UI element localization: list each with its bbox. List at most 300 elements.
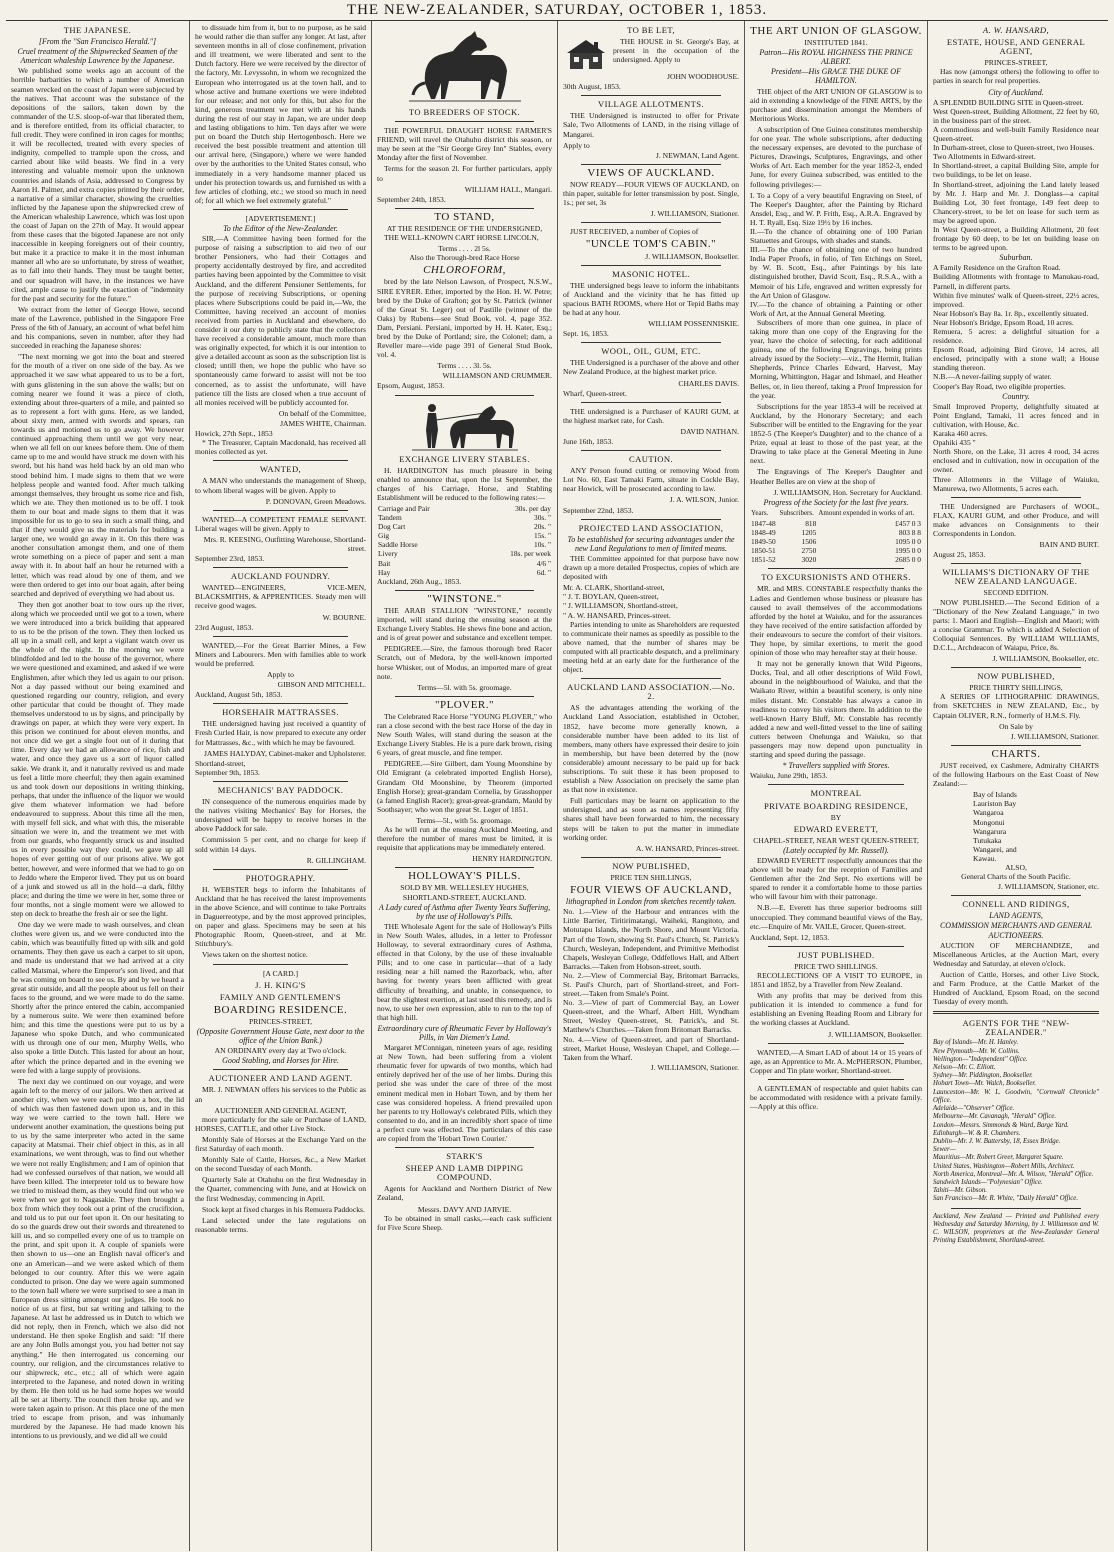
suburban-list [933,263,1099,390]
ad-apply: Apply to [563,140,590,150]
column-3 [372,21,558,1551]
ad-heading: WANTED, [259,464,302,475]
list-item: New Plymouth—Mr. W. Collins. [933,1047,1020,1055]
table-cell: 1847-48 [751,518,776,528]
ad-heading: HORSEHAIR MATTRASSES. [222,707,339,718]
ad-body: A MAN who understands the management of Sheep, to whom liberal wages will be given. Apply to [195,476,366,495]
ad-signature: WILLIAM HALL, Mangari. [464,184,552,194]
list-item: III.—To the chance of obtaining one of two hundred India Paper Proofs, in folio, of Ten Etchings on Steel, by W. B. Scott, Esq., after Paintings by his late distinguished brother, David Scott, Esq., R.S.A., with a Memoir of his Life, engraved and written expressly for the Art Union of Glasgow. [750,245,922,300]
table-cell: 20s. " [534,522,551,532]
divider [581,519,721,520]
list-item: IV.—To the chance of obtaining a Painting or other Work of Art, at the Annual General Meeting. [750,299,922,318]
ad-body: H. WEBSTER begs to inform the Inhabitants of Auckland that he has received the latest improvements in the above Science, and will continue to take Portraits in Daguerreotype, and by the most approved principles, on paper and glass. Specimens may be seen at his Photographic Room, Queen-street, and at Mr. Stitchbury's. [195,884,366,949]
ad-date: June 16th, 1853. [563,437,614,446]
list-item: Sydney—Mr. Piddington, Bookseller. [933,1072,1033,1080]
divider [395,696,534,697]
ad-body: SIR,—A Committee having been formed for the purpose of raising a subscription to aid two of our brother Pensioners, who had their Cottages and property accidentally destroyed by fire, and accredited parties having been appointed by the Committee to visit Auckland, and the different Pensioner Settlements, for the purpose of receiving Subscriptions, or opening places where Subscriptions could be paid in,—We, the Committee, having received an account of monies received from parties in Auckland and elsewhere, do consider it our duty to publicly state that the collectors have received a considerable amount, much more than was originally expected, for which it is our intention to give a detailed account as soon as the subscription list is closed; untill then, we hope the public who have so spontaneously came forward to assist will not be too concerned, as to assist the unfortunate, will have patience till the lists are closed when a true account of all monies received will be publicly accounted for. [195,234,366,407]
ad-heading: AUCKLAND FOUNDRY. [230,571,331,582]
ad-body: Stock kept at fixed charges in his Remuera Paddocks. [202,1204,365,1214]
ad-body: RECOLLECTIONS OF A VISIT TO EUROPE, in 1851 and 1852, by a Traveller from New Zealand. [750,971,922,990]
ad-body: THE Committee appointed for that purpose have now drawn up a more detailed Prospectus, copies of which are deposited with [563,553,739,582]
ad-body: H. HARDINGTON has much pleasure in being enabled to announce that, upon the 1st September, the charges of his Carriage, Horse, and Stabling Establishment will be reduced to the following rates:— [377,465,552,502]
table-cell: 1095 0 0 [895,537,921,547]
ad-heading: PHOTOGRAPHY. [245,872,316,883]
ad-signature: CHARLES DAVIS. [678,378,739,388]
ad-heading: PROJECTED LAND ASSOCIATION, [578,522,724,533]
ad-body: As he will run at the ensuing Auckland Meeting, and therefore the number of mares must be limited, it is requisite that applications may be immediately entered. [377,825,552,853]
column-5 [745,21,928,1551]
table-cell: 30s. " [534,513,551,523]
ad-subheading: To be established for securing advantages under the new Land Regulations to men of limited means. [567,534,735,553]
ad-body: Agents for Auckland and Northern District of New Zealand, [377,1184,552,1203]
list-item: In Shortland-street, a capital Building Site, ample for two buildings, to be let on lease. [933,161,1099,180]
ad-body: NOW READY—FOUR VIEWS OF AUCKLAND, on thin paper, suitable for letter transmission by post. Single, 1s.; per set, 3s [563,179,739,208]
ad-signature: JAMES WHITE, Chairman. [280,418,366,428]
article-source: [From the "San Francisco Herald."] [38,37,157,47]
ad-heading: NOW PUBLISHED, [612,860,690,871]
ad-body: A GENTLEMAN of respectable and quiet habits can be accommodated with residence with a private family.—Apply at this office. [750,1083,922,1112]
table-row [750,519,922,528]
list-item: No. 1.—View of the Harbour and entrances with the Little Barrier, Tiritirimatangi, Waiheki, Rangitoto, and Motutapu Islands, the North Shore, and Mount Victoria. Part of the Town, showing St. Paul's Church, St. Patrick's Church, Wesleyan, Independent, and Primitive Methodist Chapels, Wesleyan College, Oddfellows Hall, and Albert Barracks.—Taken from Hobson-street, south. [563,907,739,971]
list-item: A commodious and well-built Family Residence near Queen-street. [933,124,1099,144]
ad-tag: [A CARD.] [262,968,299,978]
ad-signature: J. A. WILSON, Junior. [669,495,739,505]
ad-body: THE undersigned is a Purchaser of KAURI GUM, at the highest market rate, for Cash. [563,406,739,425]
list-item: United States, Washington—Robert Mills, Architect. [933,1162,1075,1170]
table-row [750,555,922,564]
ad-signature: J. WILLIAMSON, Stationer, etc. [998,882,1099,892]
ad-subheading: AT THE RESIDENCE OF THE UNDERSIGNED, [386,223,543,233]
ad-heading: TO BE LET, [627,25,675,35]
ad-body: WANTED,—A Smart LAD of about 14 or 15 years of age, as an Apprentice to Mr. A. McPHERSON, Plumber, Copper and Tin plate worker, Shortland-street. [750,1047,923,1075]
ad-terms: Terms . . . . 3l. 5s. [437,361,492,371]
ad-heading: LAND AGENTS, [989,911,1043,921]
table-cell: 2685 0 0 [895,555,921,565]
ad-heading: BOARDING RESIDENCE. [213,1003,348,1016]
ad-date: Auckland, Sept. 12, 1853. [750,932,830,942]
ad-body: PEDIGREE.—Sire Gilbert, dam Young Moonshine by Old Emigrant (a celebrated imported English Horse), Grandam Old Moonshine, by Theorem (imported English Horse); great-grandam Cornelia, by Grasshopper (a famed English Racer); great-great-grandam, Mauld by Soothsayer; who won the great St. Leger of 1851. [377,759,552,814]
ad-signature: J. WILLIAMSON, Bookseller, etc. [992,654,1099,664]
list-item: Two Allotments in Edward-street. [933,152,1036,162]
table-cell: Livery [378,549,398,559]
ad-date: Epsom, August, 1853. [377,381,445,391]
list-item: Building Allotments with frontage to Manukau-road, Parnell, in different parts. [933,272,1099,291]
ad-body: Parties intending to unite as Shareholders are requested to communicate their names as speedily as possible to the above named, that the number of shares may be computed with all practicable despatch, and a preliminary meeting held at an early date for the furtherance of the object. [563,619,739,675]
ad-heading: MASONIC HOTEL. [612,268,690,279]
list-item: Launceston—Mr. W. L. Goodwin, "Cornwall Chronicle" Office. [933,1088,1099,1104]
divider [581,95,721,96]
ad-date: Auckland, August 5th, 1853. [195,690,283,700]
divider [768,946,904,947]
ad-body: NOW PUBLISHED.—The Second Edition of a "Dictionary of the New Zealand Language," in two parts: 1. Maori and English—English and Maori; with a concise Grammar. To which is added A Selection of Colloquial Sentences. By WILLIAM WILLIAMS, D.C.L., Archdeacon of Waiapu, Price, 8s. [933,597,1099,652]
list-item: In West Queen-street, a Building Allotment, 20 feet frontage by 60 deep, to be let on building lease on terms to be agreed upon. [933,224,1099,253]
list-item: Karaka 460 acres. [933,429,988,439]
ad-terms: Terms—5l., with 5s. groomage. [416,815,513,825]
list-item: Bay of Islands—Mr. H. Hanley. [933,1039,1019,1047]
ad-body: AUCTION OF MERCHANDIZE, and Miscellaneous Articles, at the Auction Mart, every Wednesday and Saturday, at eleven o'clock. [933,940,1099,968]
ad-heading: VILLAGE ALLOTMENTS. [598,99,704,110]
column-1 [6,21,190,1551]
ad-body: ANY Person found cutting or removing Wood from Lot No. 60, East Tamaki Farm, situate in Cockle Bay, near Howick, will be prosecuted according to law. [563,466,739,494]
ad-subheading: AUCTIONEER AND GENERAL AGENT, [214,1105,347,1115]
ad-body: Quarterly Sale at Otahuhu on the first Wednesday in the Quarter, commencing with June, and at Howick on the first Wednesday, commencing in April. [195,1175,366,1203]
ad-note: (Lately occupied by Mr. Russell). [783,845,889,855]
country-list [933,402,1099,493]
divider [951,563,1081,564]
table-cell: 1205 [801,527,817,537]
list-item: Opahiki 435 " [933,438,976,448]
ad-heading: FOUR VIEWS OF AUCKLAND, [570,884,732,897]
divider [581,164,721,165]
ad-agents: Messrs. DAVY AND JARVIE. [417,1204,512,1214]
ad-heading: SHEEP AND LAMB DIPPING COMPOUND. [405,1163,524,1183]
ad-body: THE WELL-KNOWN CART HORSE LINCOLN, [384,233,539,243]
list-item: Mongonui [973,817,1005,827]
ad-address: CHAPEL-STREET, NEAR WEST QUEEN-STREET, [753,835,919,845]
ad-body: The Celebrated Race Horse "YOUNG PLOVER," who ran a close second with the best race Horse of the day in New South Wales, will stand during the season at the Exchange Livery Stables. He is a pure dark brown, rising 6 years, of great muscle, and fine temper. [377,711,552,758]
ad-signature: J. WILLIAMSON, Stationer. [650,209,739,219]
ad-body: more particularly for the sale or Purchase of LAND, HORSES, CATTLE, and other Live Stock. [195,1114,366,1133]
ad-address: PRINCES-STREET, [984,58,1048,68]
ad-heading: A. W. HANSARD, [982,25,1050,35]
divider [395,590,534,591]
ad-signature: JOHN WOODHOUSE. [667,72,739,82]
divider [213,781,348,782]
ad-heading: "PLOVER." [434,698,494,711]
ad-signature: J. WILLIAMSON, Bookseller. [828,1029,922,1039]
table-cell: 15s. " [534,531,551,541]
ad-subheading: SOLD BY MR. WELLESLEY HUGHES, [400,883,529,893]
article-paragraph: We published some weeks ago an account of the horrible barbarities to which a number of American seamen wrecked on the coast of Japan were subjected by the natives. That account was the substance of the depositions of the sailors, taken down by the commander of the U.S. sloop-of-war that liberated them, and is therefore entitled, from its official character, to full credit. They were confined in iron cages for months; it will be recollected, treated with every species of indignity, compelled to trample upon the cross, and carried about like wild beasts. We find in a very interesting and valuable memoir upon the unknown countries and islands of Asia, addressed to Congress by Aaron H. Palmer, and extra copies printed by their order, a narrative of a similar character, showing the cruelties inflicted by the Japanese upon the shipwrecked crew of the American whaleship Lawrence, which was lost upon the coast of Japan on the 27th of May. It would appear from these cases that the bigoted Japanese are not only inaccessible in keeping foreigners out of their country, but make it a practice to make it in the most inhuman manner all who are so unfortunate, by stress of weather, as to fall into their hands. They must be taught better, and our squadron will have, in the instances we have cited, ample cause to justify the exaction of "indemnity for the past and security for the future." [11,66,184,303]
ad-note: * Travellers supplied with Stores. [782,761,890,771]
divider [395,208,534,209]
ad-date: September 9th, 1853. [195,767,260,777]
ad-heading: WOOL, OIL, GUM, ETC. [601,346,701,357]
list-item: Edinburgh—W. & R. Chambers. [933,1129,1021,1137]
list-item: I. To a Copy of a very beautiful Engraving on Steel, of The Keeper's Daughter, after the Painting by Richard Ansdel, Esq., and W. P. Frith, Esq., A.R.A. Engraved by H. T. Ryall, Esq. Size 19½ by 16 inches. [750,190,922,227]
table-cell: 10s. " [534,540,551,550]
ad-address: PRINCES-STREET, [249,1016,312,1026]
table-row [377,568,552,577]
list-item: In Shortland-street, adjoining the Land lately leased by Mr. J. Harp and Mr. J. Donglass—a capital Building Lot, 30 feet frontage, 149 feet deep to Chancery-street, to be let on lease for such term as may be agreed upon. [933,179,1099,225]
ad-address: Shortland-street, [195,758,246,768]
divider [213,460,348,461]
table-cell: 3020 [801,555,817,565]
article-paragraph: "The next morning we got into the boat and steered for the mouth of a river on one side of the bay. As we approached it we saw what appeared to us to be a fort, with guns glistening in the sun above the walls; but on coming nearer we found it was a piece of cloth, extending about three-quarters of a mile, and painted so as to represent a fort with guns. Here, as we landed, about sixty men, armed with swords and spears, ran towards us and motioned us to go away. We however continued approaching them until we got very near, when we all fell on our knees before them. One of them came up to me and would have struck me down with his sword, but his hand was held back by an old man who stood behind him. I made signs to them that we were helpless people and wanted food. After much talking amongst themselves, they brought us some rice and fish, which we ate. They then motioned us to be off. I took them to our boat and made signs to them that it was impossible for us to go to sea in such a small thing, and that if they would give us the materials for building a larger one, we would go away in it. On this there was another consultation amongst them, and one of them wrote something on a piece of paper and sent a man away with it. In about half an hour he returned with a letter, which was read aloud by one of them, and we were then ordered to get into our boat again, after being searched and deprived of everything we had about us. [11,352,184,598]
ad-subheading: A Lady cured of Asthma after Twenty Years Suffering, by the use of Holloway's Pills. [378,902,551,921]
table-cell: 1850-51 [751,546,776,556]
imprint: Auckland, New Zealand — Printed and Published every Wednesday and Saturday Morning, by J. Williamson and W. C. WILSON, proprietors at the New-Zealander General Printing Establishment, Shortland-street. [933,1212,1099,1245]
ad-price: PRICE TEN SHILLINGS, [610,872,692,882]
list-item: II.—To the chance of obtaining one of 100 Parian Statuettes and Groups, with shades and stands. [750,226,922,246]
views-list [563,907,739,1062]
ad-body: THE Undersigned is a purchaser of the above and other New Zealand Produce, at the highest market price. [563,358,739,377]
table-row [377,531,552,540]
ad-body: N.B.—E. Everett has three superior bedrooms still unoccupied. They command beautiful views of the Bay, etc.—Enquire of Mr. VAILE, Grocer, Queen-street. [750,903,922,931]
ad-body: PEDIGREE.—Sire, the famous thorough bred Racer Scratch, out of Medora, by the well-known imported horse Whisker, out of Modus, an imported mare of great note. [377,644,552,681]
divider [213,1069,348,1070]
ad-body: THE undersigned begs leave to inform the inhabitants of Auckland and the vicinity that he has fitted up spacious BATH ROOMS, where Hot or Tepid Baths may be had at any hour. [563,280,739,317]
article-subtitle: Cruel treatment of the Shipwrecked Seamen of the American whaleship Lawrence by the Japanese. [17,47,178,66]
list-item: Tahiti—Mr. Gibson. [933,1187,987,1195]
ad-signature: R. GILLINGHAM. [306,855,366,865]
ad-date: September 22nd, 1853. [563,505,634,515]
table-cell: 803 8 8 [898,527,921,537]
draught-horse-illustration [405,25,525,105]
table-cell: Hay [378,567,391,577]
ad-heading: TO EXCURSIONISTS AND OTHERS. [761,572,911,583]
ad-signature: WILLIAMSON AND CRUMMER. [442,371,552,381]
ad-signature: J. WILLIAMSON, Hon. Secretary for Auckland. [773,487,922,497]
ad-signature: J. WILLIAMSON, Stationer. [650,1062,739,1072]
ad-date: September 23rd, 1853. [195,554,265,564]
ad-signature: J. WILLIAMSON, Bookseller. [645,251,739,261]
list-item: Wellington—"Independent" Office. [933,1055,1028,1063]
list-item: Bay of Islands [973,790,1017,800]
ad-body: THE POWERFUL DRAUGHT HORSE FARMER'S FRIEND, will travel the Otahuhu district this season, or may be seen at the "Sir George Grey Inn" Stables, every Monday after the first of November. [377,126,552,163]
list-item: Within five minutes' walk of Queen-street, 22½ acres, improved. [933,290,1099,309]
divider [933,1011,1099,1014]
divider [213,703,348,704]
list-item: Wangarura [973,826,1007,836]
table-cell: Gig [378,531,390,541]
divider [768,568,904,569]
divider [581,450,721,451]
ad-subheading: lithographed in London from sketches recently taken. [565,897,737,907]
divider [581,342,721,343]
ad-signature: Mrs. R. KEESING, Outfitting Warehouse, Shortland-street. [203,534,366,553]
ad-body: Subscriptions for the year 1853-4 will be received at Auckland, by the Honorary Secretary; and each Subscriber will be entitled to the Engraving for the year 1852-5 (The Keeper's Daughter) and to the chance of a Prize, equal at least to those of the past year, at the Drawing to take place at the General Meeting in June next. [750,401,922,466]
divider [213,209,348,210]
ad-heading: CHLOROFORM, [423,264,506,277]
list-item: North Shore, on the Lake, 31 acres 4 rood, 34 acres enclosed and in cultivation, now in occupation of the owner. [933,447,1099,475]
divider [395,1147,534,1148]
ad-heading: MECHANICS' BAY PADDOCK. [217,784,344,795]
list-item: San Francisco—Mr. R. White, "Daily Herald" Office. [933,1195,1079,1203]
ad-date: August 25, 1853. [933,550,986,560]
table-cell: 18s. per week [510,549,551,559]
ad-heading: TO STAND, [434,210,495,223]
ad-heading: AUCKLAND LAND ASSOCIATION.—No. 2. [567,682,735,702]
ad-signature: GIBSON AND MITCHELL. [277,680,366,690]
ad-heading: CONNELL AND RIDINGS, [962,899,1070,910]
list-item: No. 2.—View of Commercial Bay, Britomart Barracks, St. Paul's Church, part of Shortland-street, and Fort-street.—Taken from Smale's Point. [563,970,739,999]
ad-also: ALSO, [1005,862,1027,872]
ad-note: Views taken on the shortest notice. [202,950,308,960]
table-caption: Progress of the Society for the last five years. [763,497,909,507]
list-item: " A. W. HANSARD, Princes-street. [563,610,671,620]
divider [951,667,1081,668]
depositors-list [563,583,739,619]
ad-heading: THE ART UNION OF GLASGOW. [750,25,922,37]
ad-body: General Charts of the South Pacific. [961,872,1071,882]
ad-body: THE Undersigned are Purchasers of WOOL, FLAX, KAURI GUM, and other Produce, and will make advances on Consignments to their Correspondents in London. [933,501,1099,538]
divider [581,265,721,266]
divider [213,636,348,637]
masthead: THE NEW-ZEALANDER, SATURDAY, OCTOBER 1, 1853. [6,0,1108,21]
ad-body: It may not be generally known that Wild Pigeons, Ducks, Teal, and all other descriptions of Wild Fowl, abound in the neighbourhood of Waiuku, and that the Waikato River, within a beautiful scenery, is only nine miles distant. Mr. Constable has always a canoe in readiness to convey his visitors there. In addition to the well-known Harry Bluff, Mr. Constable has recently added a new and well-fitted vessel to the line of sailing cutters between Onehunga and Waiuku, so that passengers may now depend upon punctuality in starting and speed during the passage. [750,659,922,760]
ad-body: THE Wholesale Agent for the sale of Holloway's Pills in New South Wales, alludes, in a letter to Professor Holloway, to several extraordinary cures of Asthma, effected in that Colony, by the use of these invaluable Pills; and to one case in particular—that of a lady residing near a hill named the Razorback, who, after having for twenty years been afflicted with great difficulty of breathing, and unable, in consequence, to bear the slightest exertion, at last used this remedy, and is now, to use her own expression, able to run to the top of that high hill. [377,921,552,1022]
ad-body: AN ORDINARY every day at Two o'clock. [214,1046,347,1056]
ad-body: EDWARD EVERETT respectfully announces that the above will be ready for the reception of Families and Gentlemen after the 2nd Sept. No exertions will be spared to render it a comfortable home to those parties who will favour him with their patronage. [750,855,922,902]
ad-body: IN consequence of the numerous enquiries made by the natives visiting Mechanics' Bay for Horses, the undersigned will be happy to receive horses in the above Paddock for sale. [195,797,366,834]
table-cell: 2750 [801,546,817,556]
ad-heading: EXCHANGE LIVERY STABLES. [399,453,530,464]
agents-list [933,1039,1099,1203]
ad-heading: PRIVATE BOARDING RESIDENCE, [763,800,909,811]
table-row [377,513,552,522]
ad-body: A SERIES OF LITHOGRAPHIC DRAWINGS, from SKETCHES in NEW ZEALAND, Etc., by Captain OLIVER, R.N., formerly of H.M.S. Fly. [933,692,1099,720]
table-row [377,540,552,549]
list-item: Near Hobson's Bridge, Epsom Road, 10 acres. [933,317,1074,327]
ad-price: PRICE TWO SHILLINGS. [794,961,878,971]
privileges-list [750,191,922,318]
table-cell: Tandem [378,513,402,523]
list-item: " J. WILLIAMSON, Shortland-street, [563,601,678,611]
ad-body: Monthly Sale of Cattle, Horses, &c., a New Market on the second Tuesday of each Month. [195,1155,366,1174]
list-item: Mr. A. CLARK, Shortland-street, [563,583,665,593]
section-heading: Suburban. [999,253,1033,263]
ad-body: Has now (amongst others) the following to offer to parties in search for real properties. [933,67,1099,86]
ad-body: MR. and MRS. CONSTABLE respectfully thanks the Ladies and Gentlemen whose business or pleasure has caused to avail themselves of the accommodations afforded by the hotel at Waiuku, and for the assurances they have received of the entire satisfaction afforded by their endeavours to secure the comfort of their visitors. They hope, by similar exertions, to merit the good opinion of those who may hereafter stay at their house. [750,584,922,658]
ad-signature: WILLIAM POSSENNISKIE. [648,319,739,329]
ad-heading: JUST PUBLISHED. [797,949,875,960]
table-cell: 30s. per day [515,504,551,513]
ad-heading: STARK'S [446,1151,483,1162]
ad-body: To be obtained in small casks,—each cask sufficient for Five Score Sheep. [377,1213,552,1232]
list-item: Melbourne—Mr. Cavanagh, "Herald" Office. [933,1113,1057,1121]
house-illustration [563,37,609,71]
divider [768,1079,904,1080]
table-header: Subscribers. [779,508,814,517]
divider [768,784,904,785]
ad-body: JUST received, ex Cashmere, Admiralty CHARTS of the following Harbours on the East Coast of New Zealand:— [933,760,1099,789]
ad-by: BY [830,812,842,822]
ad-price: PRICE THIRTY SHILLINGS, [969,683,1063,693]
table-row [377,504,552,513]
ad-sale: On Sale by [999,721,1033,731]
ad-heading: HOLLOWAY'S PILLS. [408,870,521,883]
divider [768,1043,904,1044]
ad-body: THE object of the ART UNION OF GLASGOW is to aid in extending a knowledge of the FINE ARTS, by the purchase and dissemination amongst the Members of Meritorious Works. [750,86,922,123]
divider [395,395,534,396]
list-item: No. 3.—View of part of Commercial Bay, an Lower Queen-street, and the Wharf, Albert Hill, Wyndham Street, Wesley Queen-street, St. Patrick's, and St. Matthew's Churches.—Taken from Britomart Barracks. [563,998,739,1035]
divider [213,964,348,965]
table-row [377,549,552,558]
ad-heading: CHARTS. [991,747,1041,760]
ad-subheading: Extraordinary cure of Rheumatic Fever by Holloway's Pills, in Van Diemen's Land. [377,1023,552,1042]
list-item: No. 4.—View of Queen-street, and part of Shortland-street, Market House, Wesleyan Chapel, and College.—Taken from the Wharf. [563,1034,739,1062]
table-cell: 1851-52 [751,555,776,565]
section-heading: Country. [1002,391,1030,401]
ad-body: bred by the late Nelson Lawson, of Prospect, N.S.W., SIRE EYRER. Ether, imported by the Hon. H. W. Petre; bred by the Duke of Grafton; got by St. Patrick (winner of the Great St. Leger) out of Pastille (winner of the Oaks) by Rubens—see Stud Book, vol. 4, page 352. Dam, Persiani. Persiani, imported by H. H. Kater, Esq.; bred by the Duke of Portland; sire, the Colonel; dam, a Reveller mare—vide page 391 of General Stud Book, vol. 4. [377,277,552,360]
table-row [750,546,922,555]
list-item: Three Allotments in the Village of Waiuku, Manurewa, two Allotments, 5 acres each. [933,474,1099,493]
ad-patron: Patron—His ROYAL HIGHNESS THE PRINCE ALBERT. [759,48,913,67]
ad-signature: A. W. HANSARD, Princes-street. [635,843,739,853]
ad-body: MR. J. NEWMAN offers his services to the Public as an [195,1085,366,1104]
table-cell: 6d. " [536,567,551,577]
table-row [377,522,552,531]
list-item: Adelaide—"Observer" Office. [933,1105,1015,1113]
ad-heading: TO BREEDERS OF STOCK. [408,107,521,117]
section-heading: City of Auckland. [988,87,1044,97]
list-item: A SPLENDID BUILDING SITE in Queen-street. [933,97,1084,107]
ad-date: 30th August, 1853. [563,82,621,92]
ad-subheading: INSTITUTED 1841. [804,38,868,48]
ad-heading: MONTREAL [810,788,862,799]
ad-body: Terms for the season 2l. For further particulars, apply to [377,164,552,183]
table-cell: 1995 0 0 [895,546,921,556]
man-and-horse-illustration [410,400,520,452]
ad-date: Auckland, 26th Aug., 1853. [377,576,462,586]
ad-body: Full particulars may be learnt on application to the undersigned, and as soon as names representing fifty shares shall have been forwarded to him, the necessary steps will be taken to put the matter in immediate working order. [563,796,739,842]
ad-body: THE ARAB STALLION "WINSTONE," recently imported, will stand during the ensuing season at the Exchange Livery Stables. He shews fine bone and action, and is of great power and substance and excellent temper. [377,605,553,643]
divider [581,222,721,223]
article-paragraph: to dissuade him from it, but to no purpose, as he said he would rather die than suffer any longer. At last, after seventeen months in all of close confinement, privation and ill treatment, we were liberated and sent to the Dutch factory. Here we were received by the director of the factory, Mr. Levyssohn, in whom we recognized the European who interrogated us at the town hall, and to whose active and humane exertions we were indebted for our release; and not only for this, but also for the kind, generous treatment we met with at his hands during the rest of our stay in Japan, we are under deep and lasting obligations to him. Ten days after we were put on board the Dutch ship Hertogenbosch. Here we received the best possible treatment and attention till our arrival here, (Singapore,) where we were handed over by the authorities to the United States consul, who immediately in a very handsome manner placed us under his protection towards us, and furnished us with a few articles of clothing, etc.; we stood so much in need of; for all which we feel extremely grateful." [195,23,366,205]
ad-body: WANTED—ENGINEERS, VICE-MEN, BLACKSMITHS, & APPRENTICES. Steady men will receive good wages. [195,583,366,611]
ad-body: A subscription of One Guinea constitutes membership for one year. The whole subscriptions, after deducting the necessary expenses, are devoted to the purchase of Pictures, Drawings, Sculptures, Engravings, and other Works of Art. Each member for the year 1852-3, ended June, for every Guinea subscribed, was entitled to the following privileges:— [750,124,922,189]
article-paragraph: One day we were made to wash ourselves, and clean clothes were given us, and we were conducted into the cabin, which was beautifully fitted up with silk and gold ornaments. They then gave us each a carpet to sit upon, and made us understand that we had arrived at a city called Matsmai, where the Emperor's son lived, and that he was coming on board to see us. By and by we heard a great stir outside, and all the people about us fell on their faces to the ground, and we were made to do the same. Shortly after the prince entered the cabin, accompanied by a numerous suite. We were then examined before him; and this time the questions were put to us by a Japanese who spoke Dutch, and who communicated with us through one of our men, Murphy Wells, who also spoke a little Dutch. This lasted for about an hour, after which the prince departed and in the evening we were fed with a large supply of provisions. [11,920,184,1075]
table-header: Amount expended in works of art. [818,508,915,517]
table-row [377,559,552,568]
ad-body: THE undersigned having just received a quantity of Fresh Curled Hair, is now prepared to execute any order for Mattrasses, &c., with which he may be favoured. [195,719,366,747]
ad-date: 23rd August, 1853. [195,622,254,632]
table-cell: 818 [805,518,817,528]
divider [395,867,534,868]
ad-body: Auction of Cattle, Horses, and other Live Stock, and Farm Produce, at the Cattle Market of the Hundred of Auckland, Epsom Road, on the second Tuesday of every month. [933,969,1099,1007]
ad-heading: "UNCLE TOM'S CABIN." [585,238,717,251]
column-2 [190,21,372,1551]
ad-behalf: On behalf of the Committee, [278,408,366,418]
ad-heading: AGENTS FOR THE "NEW-ZEALANDER." [962,1018,1070,1038]
ad-body: Margaret M'Connigan, nineteen years of age, residing at New Town, had been suffering from a violent rheumatic fever for upwards of two months, which had entirely deprived her of the use of her limbs. During this period she was under the care of three of the most eminent medical men in Hobart Town, and by them her case was considered hopeless. A friend prevailed upon her parents to try Holloway's celebrated Pills, which they consented to do, and in an incredibly short space of time a perfect cure was effected. The particulars of this case are copied from the 'Hobart Town Courier.' [377,1043,552,1143]
progress-table [750,508,922,565]
list-item: In Durham-street, close to Queen-street, two Houses. [933,143,1095,153]
ad-heading: FAMILY AND GENTLEMEN'S [219,991,342,1002]
ad-date: September 24th, 1853. [377,194,446,204]
list-item: N.B.—A never-failing supply of water. [933,372,1052,382]
city-list [933,98,1099,253]
list-item: Near Hobson's Bay 8a. 1r. 8p., excellently situated. [933,308,1089,318]
table-cell: 1849-50 [751,537,776,547]
harbours-list [933,790,1099,863]
column-6 [928,21,1104,1551]
ad-body: Subscribers of more than one guinea, in place of taking more than one copy of the Engraving for the year, have the choice of selecting, for each additional guinea, one of the following Engravings, being prints already issued by the Society:—viz., The Hermit, Italian Shepherds, Prince Charles Edward, Harvest, May Morning, Whittington, Hagar and Ishmael, and Heather Belles, or, in lieu thereof, taking a Proof Impression for the year. [750,317,922,400]
ad-signature: DAVID NATHAN. [680,426,739,436]
divider [213,510,348,511]
ad-signature: HENRY HARDINGTON. [472,854,552,864]
ad-signature: W. BOURNE. [322,612,366,622]
ad-signature: BAIN AND BURT. [1039,540,1099,550]
ad-terms: Terms—5l. with 5s. groomage. [417,682,512,692]
list-item: Nelson—Mr. C. Elliott. [933,1064,996,1072]
ad-date: Waiuku, June 29th, 1853. [750,771,828,781]
ad-body: WANTED,—For the Great Barrier Mines, a Few Miners and Labourers. Men with families able to work would be preferred. [195,640,366,668]
ad-note: (Opposite Government House Gate, next door to the office of the Union Bank.) [196,1027,365,1046]
column-4 [558,21,745,1551]
table-cell: Bait [378,558,391,568]
ad-signature: J. NEWMAN, Land Agent. [655,150,739,160]
divider [395,121,534,122]
list-item: Tutukaka [973,835,1002,845]
article-paragraph: The next day we continued on our voyage, and were again left to the mercy of our jailors. We then arrived at another city, when we were each put into a box, the lid of which was then fastened down upon us, and in this way we were carried to the town hall. Here we underwent another examination, the questions being put to us by the same interpreter who acted in the same capacity at Matsmai. Their chief object in this, as in all examinations, we went through, was to find out whether we were not really Englishmen; and I am of opinion that had we confessed ourselves of that nation, we would all have been killed. The interpreter told us to beware how we tried to mislead them, as they would find out who we were when we got to Nagasakie. They then brought a box from which they took out a print of the crucifixion, and told us to put our feet upon it. On our hesitating to do so the guards drew out their swords and threatened to kill us, and so compelled every one of us to trample on the print, and spit upon it. A couple of spaniels were then shown to us—one an English naval officer's and one an American—and we were asked which of them belonged to our country. After this we were again conducted to prison. One day we were again summoned to the town hall where we were surprised to see a man in European dress sitting amongst our judges. He took no notice of us at first, but sat writing and talking to the Japanese. At last he addressed us in Dutch to which we did not reply, then in French, which we also did not understand. He then spoke English and said: "If there are any John Bulls amongst you, you had better not say anything." He then interrogated us concerning our country, our religion, and the circumstances relative to our shipwreck, etc., etc.; all of which were again interpreted to the Japanese, and noted down in writing by them. He then told us he had some hopes we would all be set at liberty. The council then broke up, and we were taken again to prison. At this place one of the men tried to escape from prison, and was inhumanly murdered by the Japanese. He had made known his intentions to us previously, and we did all we could [11,1076,184,1441]
list-item: Mauritius—Mr. Robert Greer, Margaret Square. [933,1154,1064,1162]
ad-heading: "WINSTONE." [427,592,502,605]
ad-body: Good Stabling, and Horses for Hire. [222,1056,339,1066]
table-cell: Saddle Horse [378,540,418,550]
ad-body: With any profits that may be derived from this publication it is intended to commence a fund for establishing an Evening Reading Room and Library for the working classes at Auckland. [750,991,922,1028]
